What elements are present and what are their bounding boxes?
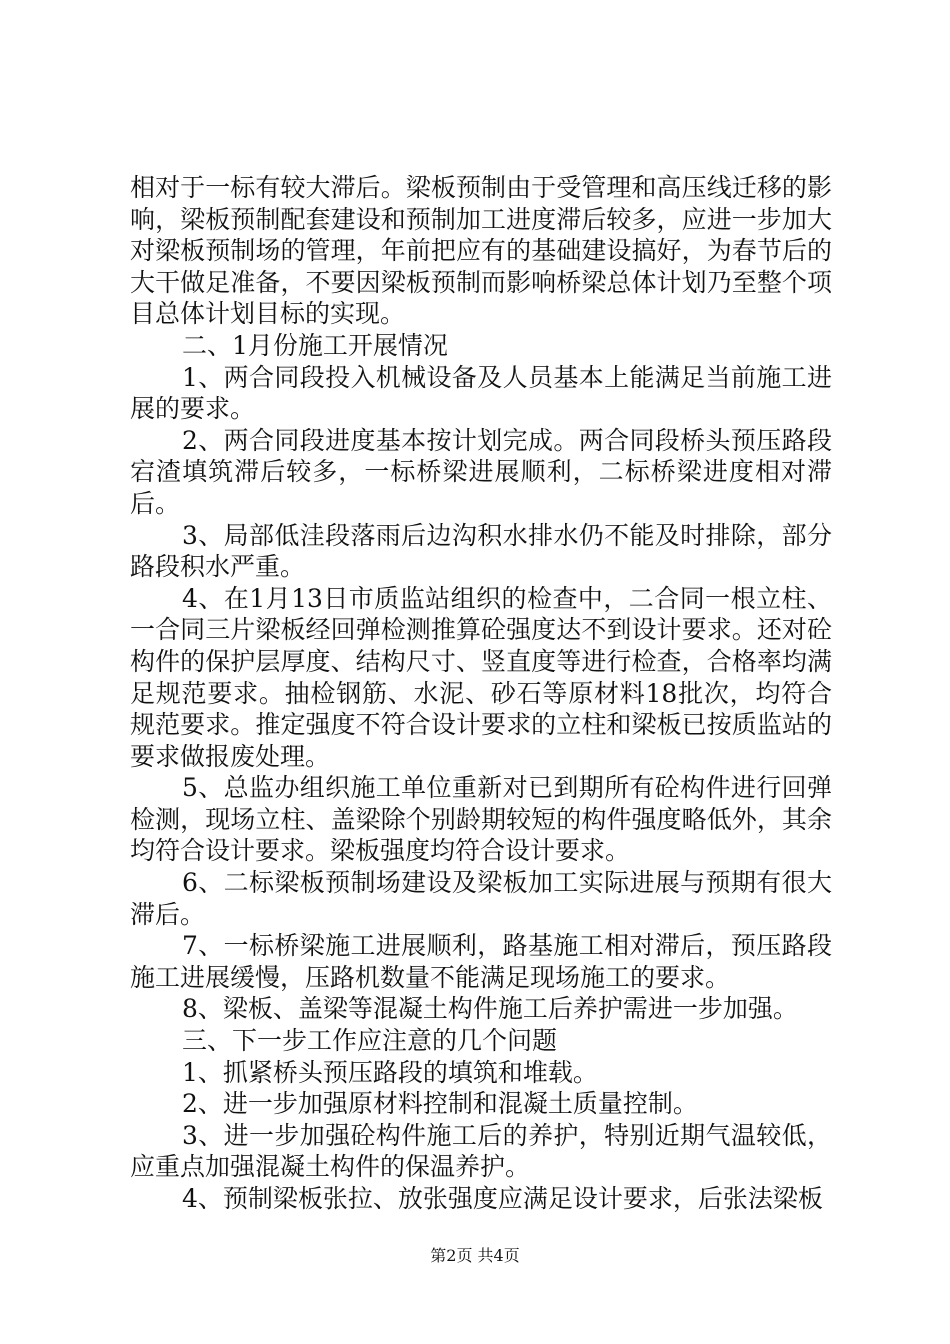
paragraph-2-2: 2、两合同段进度基本按计划完成。两合同段桥头预压路段宕渣填筑滞后较多，一标桥梁进展顺利，二标桥梁进度相对滞后。 <box>130 425 832 518</box>
paragraph-3-1: 1、抓紧桥头预压路段的填筑和堆载。 <box>182 1057 598 1087</box>
section-heading-2: 二、1月份施工开展情况 <box>182 330 448 360</box>
paragraph-2-6: 6、二标梁板预制场建设及梁板加工实际进展与预期有很大滞后。 <box>130 868 832 929</box>
paragraph-2-8: 8、梁板、盖梁等混凝土构件施工后养护需进一步加强。 <box>182 994 798 1024</box>
paragraph-2-4: 4、在1月13日市质监站组织的检查中，二合同一根立柱、一合同三片梁板经回弹检测推算砼强度达不到设计要求。还对砼构件的保护层厚度、结构尺寸、竖直度等进行检查，合格率均满足规范要求。抽检钢筋、水泥、砂石等原材料18批次，均符合规范要求。推定强度不符合设计要求的立柱和梁板已按质监站的要求做报废处理。 <box>130 583 832 771</box>
section-heading-3: 三、下一步工作应注意的几个问题 <box>182 1026 558 1056</box>
page-number-footer: 第2页 共4页 <box>430 1246 520 1265</box>
paragraph-3-4: 4、预制梁板张拉、放张强度应满足设计要求，后张法梁板 <box>182 1184 823 1213</box>
paragraph-1: 相对于一标有较大滞后。梁板预制由于受管理和高压线迁移的影响，梁板预制配套建设和预制加工进度滞后较多，应进一步加大对梁板预制场的管理，年前把应有的基础建设搞好，为春节后的大干做足准备，不要因梁板预制而影响桥梁总体计划乃至整个项目总体计划目标的实现。 <box>130 173 832 329</box>
document-body <box>130 172 832 1215</box>
paragraph-2-5: 5、总监办组织施工单位重新对已到期所有砼构件进行回弹检测，现场立柱、盖梁除个别龄期较短的构件强度略低外，其余均符合设计要求。梁板强度均符合设计要求。 <box>130 773 832 866</box>
paragraph-2-7: 7、一标桥梁施工进展顺利，路基施工相对滞后，预压路段施工进展缓慢，压路机数量不能满足现场施工的要求。 <box>130 931 832 992</box>
paragraph-2-1: 1、两合同段投入机械设备及人员基本上能满足当前施工进展的要求。 <box>130 362 832 424</box>
paragraph-3-2: 2、进一步加强原材料控制和混凝土质量控制。 <box>182 1089 698 1119</box>
paragraph-3-3: 3、进一步加强砼构件施工后的养护，特别近期气温较低，应重点加强混凝土构件的保温养护。 <box>130 1120 832 1182</box>
paragraph-2-3: 3、局部低洼段落雨后边沟积水排水仍不能及时排除，部分路段积水严重。 <box>130 520 832 582</box>
